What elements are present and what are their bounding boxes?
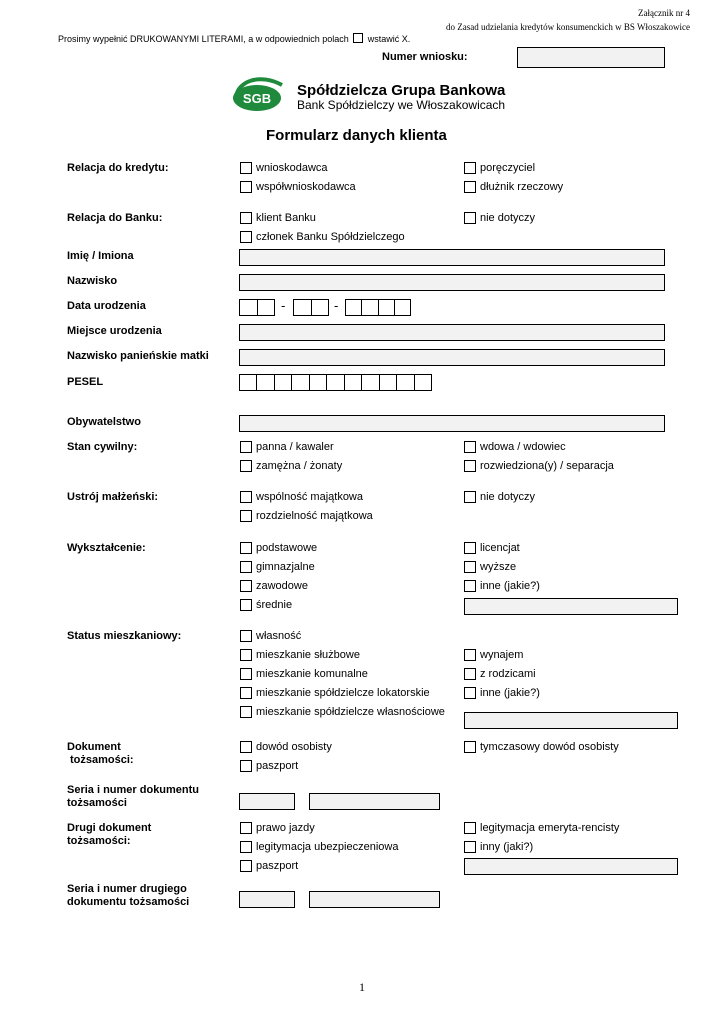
checkbox[interactable] (464, 822, 476, 834)
option-label: wdowa / wdowiec (480, 441, 566, 453)
option-label: inne (jakie?) (480, 687, 540, 699)
option-label: wyższe (480, 561, 517, 573)
option-second-passport[interactable] (240, 860, 298, 872)
checkbox[interactable] (464, 668, 476, 680)
option-divorced[interactable] (464, 460, 614, 472)
label-line: Drugi dokument (67, 822, 152, 834)
credit-relation-label: Relacja do kredytu: (67, 162, 169, 174)
second-document-label (67, 822, 151, 848)
surname-label: Nazwisko (67, 275, 118, 287)
checkbox[interactable] (464, 542, 476, 554)
option-label: licencjat (480, 542, 520, 554)
birth-place-label: Miejsce urodzenia (67, 325, 162, 337)
application-number-label: Numer wniosku: (382, 51, 468, 63)
bank-group-name: Spółdzielcza Grupa Bankowa (297, 82, 506, 99)
option-with-parents[interactable] (464, 668, 536, 680)
option-rent[interactable] (464, 649, 523, 661)
option-pensioner-card[interactable] (464, 822, 619, 834)
option-driving-licence[interactable] (240, 822, 315, 834)
second-document-other-field[interactable] (464, 858, 678, 875)
checkbox[interactable] (240, 491, 252, 503)
option-single[interactable] (240, 441, 334, 453)
option-lower-secondary[interactable] (240, 561, 315, 573)
option-label: mieszkanie spółdzielcze lokatorskie (256, 687, 430, 699)
housing-status-label: Status mieszkaniowy: (67, 630, 182, 642)
checkbox[interactable] (240, 599, 252, 611)
option-label: poręczyciel (480, 162, 536, 174)
option-label: mieszkanie komunalne (256, 668, 368, 680)
checkbox[interactable] (240, 510, 252, 522)
annex-title: do Zasad udzielania kredytów konsumenckich w BS Włoszakowice (445, 22, 690, 32)
marital-status-label: Stan cywilny: (67, 441, 138, 453)
second-series-field[interactable] (239, 891, 295, 908)
instruction-text-end: wstawić X. (367, 34, 411, 44)
option-label: paszport (256, 860, 299, 872)
option-municipal-flat[interactable] (240, 668, 368, 680)
option-education-other[interactable] (464, 580, 540, 592)
id-document-label (67, 741, 134, 767)
option-label: wnioskodawca (256, 162, 328, 174)
birth-year-field[interactable] (345, 299, 411, 316)
instruction-text: Prosimy wypełnić DRUKOWANYMI LITERAMI, a w odpowiednich polach (58, 34, 349, 44)
option-vocational[interactable] (240, 580, 308, 592)
option-bachelor[interactable] (464, 542, 520, 554)
birth-day-field[interactable] (239, 299, 275, 316)
education-label: Wykształcenie: (67, 542, 146, 554)
sgb-logo (230, 75, 290, 115)
option-label: prawo jazdy (256, 822, 315, 834)
option-label: legitymacja ubezpieczeniowa (256, 841, 399, 853)
option-label: własność (256, 630, 302, 642)
bank-name: Bank Spółdzielczy we Włoszakowicach (297, 98, 506, 112)
option-bank-client[interactable] (240, 212, 316, 224)
checkbox[interactable] (240, 668, 252, 680)
option-label: z rodzicami (480, 668, 536, 680)
checkbox[interactable] (464, 212, 476, 224)
checkbox[interactable] (240, 162, 252, 174)
education-other-field[interactable] (464, 598, 678, 615)
bank-relation-label: Relacja do Banku: (67, 212, 163, 224)
option-married[interactable] (240, 460, 342, 472)
checkbox[interactable] (240, 181, 252, 193)
mother-maiden-name-label: Nazwisko panieńskie matki (67, 350, 209, 362)
form-title: Formularz danych klienta (266, 127, 447, 144)
page-number: 1 (359, 980, 365, 994)
option-label: paszport (256, 760, 299, 772)
mother-maiden-name-field[interactable] (239, 349, 665, 366)
option-cooperative-ownership[interactable] (240, 706, 445, 718)
option-housing-other[interactable] (464, 687, 540, 699)
option-id-card[interactable] (240, 741, 332, 753)
option-label: współwnioskodawca (256, 181, 356, 193)
second-number-field[interactable] (309, 891, 440, 908)
birth-place-field[interactable] (239, 324, 665, 341)
option-insurance-card[interactable] (240, 841, 398, 853)
option-passport[interactable] (240, 760, 298, 772)
application-number-field[interactable] (517, 47, 665, 68)
option-label: średnie (256, 599, 293, 611)
checkbox[interactable] (464, 741, 476, 753)
option-label: zawodowe (256, 580, 308, 592)
label-line: tożsamości: (70, 754, 134, 766)
citizenship-label: Obywatelstwo (67, 416, 141, 428)
surname-field[interactable] (239, 274, 665, 291)
option-label: panna / kawaler (256, 441, 334, 453)
checkbox[interactable] (240, 649, 252, 661)
option-co-applicant[interactable] (240, 181, 356, 193)
option-label: dowód osobisty (256, 741, 332, 753)
checkbox[interactable] (240, 687, 252, 699)
label-line: dokumentu tożsamości (67, 896, 190, 908)
option-label: klient Banku (256, 212, 316, 224)
checkbox[interactable] (240, 542, 252, 554)
checkbox[interactable] (464, 491, 476, 503)
option-label: gimnazjalne (256, 561, 315, 573)
option-widowed[interactable] (464, 441, 566, 453)
checkbox[interactable] (240, 231, 252, 243)
option-guarantor[interactable] (464, 162, 535, 174)
birth-date-label: Data urodzenia (67, 300, 146, 312)
option-label: podstawowe (256, 542, 318, 554)
sgb-logo-icon (230, 75, 290, 115)
checkbox[interactable] (464, 460, 476, 472)
checkbox[interactable] (240, 741, 252, 753)
option-label: członek Banku Spółdzielczego (256, 231, 405, 243)
checkbox[interactable] (464, 580, 476, 592)
option-separate-property[interactable] (240, 510, 373, 522)
option-bank-member[interactable] (240, 231, 405, 243)
first-names-label: Imię / Imiona (67, 250, 134, 262)
label-line: tożsamości: (67, 835, 131, 847)
option-label: inne (jakie?) (480, 580, 540, 592)
option-temporary-id[interactable] (464, 741, 619, 753)
option-collateral-debtor[interactable] (464, 181, 563, 193)
label-line: Seria i numer dokumentu (67, 784, 200, 796)
option-label: rozdzielność majątkowa (256, 510, 373, 522)
checkbox[interactable] (240, 841, 252, 853)
fill-instruction (58, 33, 410, 44)
option-label: dłużnik rzeczowy (480, 181, 564, 193)
checkbox[interactable] (464, 162, 476, 174)
id-number-field[interactable] (309, 793, 440, 810)
citizenship-field[interactable] (239, 415, 665, 432)
option-secondary[interactable] (240, 599, 292, 611)
option-higher[interactable] (464, 561, 516, 573)
option-second-other[interactable] (464, 841, 533, 853)
checkbox[interactable] (464, 841, 476, 853)
label-line: tożsamości (67, 797, 127, 809)
checkbox[interactable] (464, 649, 476, 661)
checkbox[interactable] (240, 760, 252, 772)
checkbox[interactable] (240, 580, 252, 592)
pesel-field[interactable] (239, 374, 432, 391)
option-label: mieszkanie spółdzielcze własnościowe (256, 706, 445, 718)
date-separator: - (334, 298, 339, 313)
checkbox[interactable] (464, 181, 476, 193)
checkbox[interactable] (240, 822, 252, 834)
option-ownership[interactable] (240, 630, 301, 642)
id-series-label (67, 784, 199, 810)
option-label: tymczasowy dowód osobisty (480, 741, 619, 753)
logo-mark-text: SGB (242, 91, 272, 106)
second-series-label (67, 883, 189, 909)
option-label: mieszkanie służbowe (256, 649, 360, 661)
property-regime-label: Ustrój małżeński: (67, 491, 159, 503)
pesel-label: PESEL (67, 376, 104, 388)
option-cooperative-tenant[interactable] (240, 687, 430, 699)
housing-other-field[interactable] (464, 712, 678, 729)
checkbox[interactable] (240, 561, 252, 573)
label-line: Seria i numer drugiego (67, 883, 187, 895)
option-label: nie dotyczy (480, 491, 536, 503)
checkbox[interactable] (240, 212, 252, 224)
option-regime-not-applicable[interactable] (464, 491, 535, 503)
option-label: wspólność majątkowa (256, 491, 363, 503)
option-label: inny (jaki?) (480, 841, 534, 853)
birth-month-field[interactable] (293, 299, 329, 316)
option-applicant[interactable] (240, 162, 328, 174)
checkbox[interactable] (240, 630, 252, 642)
option-bank-not-applicable[interactable] (464, 212, 535, 224)
checkbox[interactable] (464, 561, 476, 573)
checkbox[interactable] (464, 441, 476, 453)
option-joint-property[interactable] (240, 491, 363, 503)
label-line: Dokument (67, 741, 121, 753)
checkbox[interactable] (240, 441, 252, 453)
date-separator: - (281, 298, 286, 313)
annex-number: Załącznik nr 4 (638, 8, 690, 18)
option-label: zamężna / żonaty (256, 460, 343, 472)
option-label: legitymacja emeryta-rencisty (480, 822, 620, 834)
option-label: rozwiedziona(y) / separacja (480, 460, 614, 472)
option-label: wynajem (480, 649, 524, 661)
checkbox[interactable] (240, 460, 252, 472)
checkbox[interactable] (240, 706, 252, 718)
option-label: nie dotyczy (480, 212, 536, 224)
id-series-field[interactable] (239, 793, 295, 810)
first-names-field[interactable] (239, 249, 665, 266)
checkbox-sample-icon (353, 33, 363, 43)
checkbox[interactable] (464, 687, 476, 699)
checkbox[interactable] (240, 860, 252, 872)
option-service-flat[interactable] (240, 649, 360, 661)
option-primary[interactable] (240, 542, 317, 554)
